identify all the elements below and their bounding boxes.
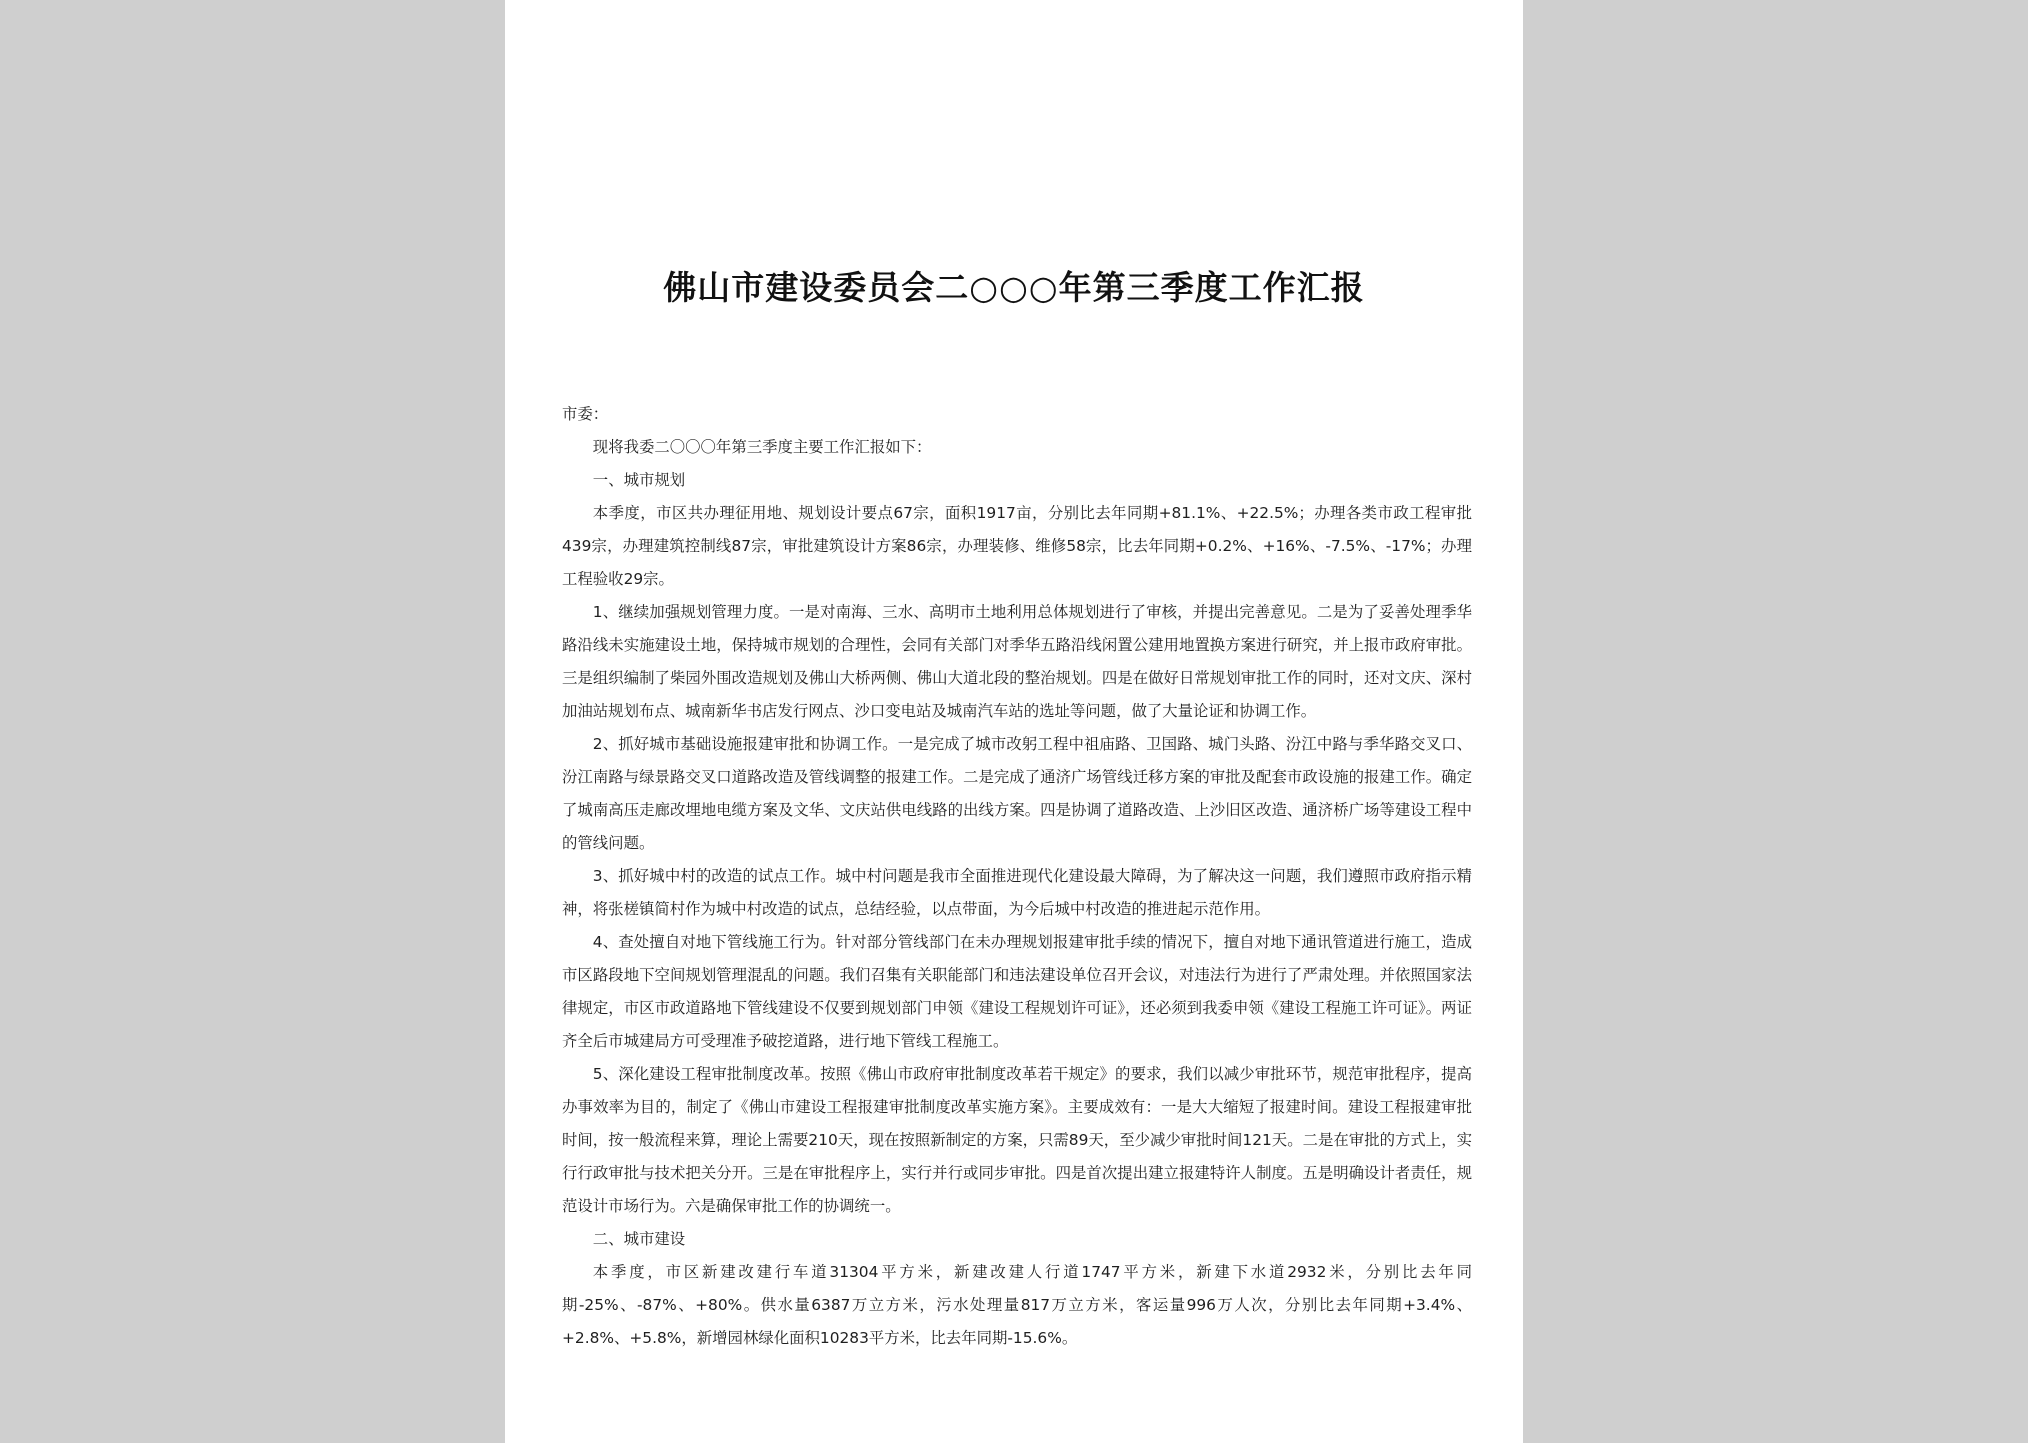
paragraph-item-4: 4、查处擅自对地下管线施工行为。针对部分管线部门在未办理规划报建审批手续的情况下，擅自对地下通讯管道进行施工，造成市区路段地下空间规划管理混乱的问题。我们召集有关职能部门和违法建设单位召开会议，对违法行为进行了严肃处理。并依照国家法律规定，市区市政道路地下管线建设不仅要到规划部门申领《建设工程规划许可证》，还必须到我委申领《建设工程施工许可证》。两证齐全后市城建局方可受理准予破挖道路，进行地下管线工程施工。	[562, 933, 1472, 1050]
paragraph-item-5: 5、深化建设工程审批制度改革。按照《佛山市政府审批制度改革若干规定》的要求，我们以减少审批环节，规范审批程序，提高办事效率为目的，制定了《佛山市建设工程报建审批制度改革实施方案》。主要成效有：一是大大缩短了报建时间。建设工程报建审批时间，按一般流程来算，理论上需要210天，现在按照新制定的方案，只需89天，至少减少审批时间121天。二是在审批的方式上，实行行政审批与技术把关分开。三是在审批程序上，实行并行或同步审批。四是首次提出建立报建特许人制度。五是明确设计者责任，规范设计市场行为。六是确保审批工作的协调统一。	[562, 1065, 1472, 1215]
paragraph-construction-summary: 本季度，市区新建改建行车道31304平方米，新建改建人行道1747平方米，新建下水道2932米，分别比去年同期-25%、-87%、+80%。供水量6387万立方米，污水处理量817万立方米，客运量996万人次，分别比去年同期+3.4%、+2.8%、+5.8%，新增园林绿化面积10283平方米，比去年同期-15.6%。	[562, 1263, 1472, 1347]
section-heading-urban-planning: 一、城市规划	[592, 471, 686, 489]
paragraph-item-1: 1、继续加强规划管理力度。一是对南海、三水、高明市土地利用总体规划进行了审核，并提出完善意见。二是为了妥善处理季华路沿线未实施建设土地，保持城市规划的合理性，会同有关部门对季华五路沿线闲置公建用地置换方案进行研究，并上报市政府审批。三是组织编制了柴园外围改造规划及佛山大桥两侧、佛山大道北段的整治规划。四是在做好日常规划审批工作的同时，还对文庆、深村加油站规划布点、城南新华书店发行网点、沙口变电站及城南汽车站的选址等问题，做了大量论证和协调工作。	[562, 603, 1472, 720]
document-body	[562, 398, 1472, 1355]
paragraph-planning-summary: 本季度，市区共办理征用地、规划设计要点67宗，面积1917亩，分别比去年同期+81.1%、+22.5%；办理各类市政工程审批439宗，办理建筑控制线87宗，审批建筑设计方案86宗，办理装修、维修58宗，比去年同期+0.2%、+16%、-7.5%、-17%；办理工程验收29宗。	[562, 504, 1472, 588]
salutation: 市委：	[562, 405, 609, 423]
paragraph-item-3: 3、抓好城中村的改造的试点工作。城中村问题是我市全面推进现代化建设最大障碍，为了解决这一问题，我们遵照市政府指示精神，将张槎镇简村作为城中村改造的试点，总结经验，以点带面，为今后城中村改造的推进起示范作用。	[562, 867, 1472, 918]
section-heading-urban-construction: 二、城市建设	[592, 1230, 686, 1248]
document-page	[505, 0, 1523, 1443]
document-title: 佛山市建设委员会二○○○年第三季度工作汇报	[663, 268, 1365, 307]
paragraph-item-2: 2、抓好城市基础设施报建审批和协调工作。一是完成了城市改躬工程中祖庙路、卫国路、城门头路、汾江中路与季华路交叉口、汾江南路与绿景路交叉口道路改造及管线调整的报建工作。二是完成了通济广场管线迁移方案的审批及配套市政设施的报建工作。确定了城南高压走廊改埋地电缆方案及文华、文庆站供电线路的出线方案。四是协调了道路改造、上沙旧区改造、通济桥广场等建设工程中的管线问题。	[562, 735, 1472, 852]
intro-paragraph: 现将我委二〇〇〇年第三季度主要工作汇报如下：	[592, 438, 932, 456]
